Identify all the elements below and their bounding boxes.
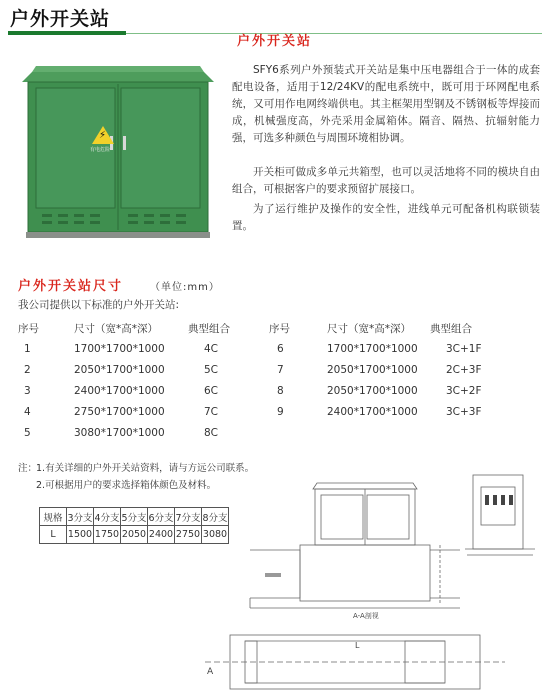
header-size-2: 尺寸（宽*高*深）: [327, 323, 411, 335]
label-l: L: [355, 641, 360, 650]
sizes-heading: 户外开关站尺寸: [18, 279, 124, 294]
table-row-combo: 5C: [204, 364, 219, 376]
dim-cell: L: [40, 526, 67, 544]
dim-cell: 1750: [94, 526, 121, 544]
table-row-size: 2750*1700*1000: [74, 406, 165, 418]
table-row-combo: 3C+1F: [446, 343, 482, 355]
intro-paragraph-3: 为了运行维护及操作的安全性，进线单元可配备机构联锁装置。: [232, 203, 540, 232]
dim-cell: 2750: [175, 526, 202, 544]
technical-drawing: [205, 455, 545, 695]
header-no-2: 序号: [269, 323, 290, 335]
table-row-no: 9: [277, 406, 284, 418]
table-row-no: 2: [24, 364, 31, 376]
section-label: A-A剖视: [353, 612, 379, 620]
dim-header: 5分支: [121, 508, 148, 526]
intro-paragraph-2: 开关柜可做成多单元共箱型，也可以灵活地将不同的模块自由组合，可根据客户的要求预留扩展接口。: [232, 166, 540, 195]
intro-paragraph-1: SFY6系列户外预装式开关站是集中压电器组合于一体的成套配电设备，适用于12/24KV的配电系统中，既可用于环网配电系统，又可用作电网终端供电。其主框架用型钢及不锈钢板等焊接而成，机械强度高，外壳采用金属箱体。隔音、隔热、抗辐射能力强，可选多种颜色与周围环境相协调。: [232, 64, 540, 144]
table-row-combo: 7C: [204, 406, 219, 418]
dim-cell: 3080: [202, 526, 229, 544]
table-row-no: 5: [24, 427, 31, 439]
dim-header: 6分支: [148, 508, 175, 526]
table-row-no: 8: [277, 385, 284, 397]
table-row-no: 1: [24, 343, 31, 355]
dim-cell: 2050: [121, 526, 148, 544]
dim-cell: 2400: [148, 526, 175, 544]
table-row-no: 6: [277, 343, 284, 355]
table-row-size: 2050*1700*1000: [327, 385, 418, 397]
page-title: 户外开关站: [10, 8, 111, 30]
table-row-size: 2050*1700*1000: [327, 364, 418, 376]
table-row-size: 2400*1700*1000: [74, 385, 165, 397]
table-row-no: 3: [24, 385, 31, 397]
side-label-a: A: [207, 667, 214, 677]
sizes-intro: 我公司提供以下标准的户外开关站:: [18, 299, 180, 311]
intro-heading: 户外开关站: [237, 34, 313, 49]
header-combo-2: 典型组合: [430, 323, 472, 335]
dim-header: 8分支: [202, 508, 229, 526]
header-size: 尺寸（宽*高*深）: [74, 323, 158, 335]
table-row-size: 2400*1700*1000: [327, 406, 418, 418]
table-row-size: 2050*1700*1000: [74, 364, 165, 376]
table-row-combo: 4C: [204, 343, 219, 355]
dim-header: 3分支: [67, 508, 94, 526]
note-item: 2.可根据用户的要求选择箱体颜色及材料。: [36, 480, 217, 491]
table-row-combo: 6C: [204, 385, 219, 397]
notes-prefix: 注：: [18, 463, 38, 474]
table-row-size: 1700*1700*1000: [74, 343, 165, 355]
header-combo: 典型组合: [188, 323, 230, 335]
title-rule: [8, 31, 126, 35]
sizes-table: [0, 318, 550, 448]
door-warning-label: 有电危险: [90, 147, 111, 153]
dim-header: 4分支: [94, 508, 121, 526]
dim-header: 7分支: [175, 508, 202, 526]
dim-header: 规格: [40, 508, 67, 526]
header-no: 序号: [18, 323, 39, 335]
table-row-combo: 3C+2F: [446, 385, 482, 397]
lightning-glyph: ⚡: [99, 130, 107, 141]
sizes-unit: （单位:mm）: [150, 282, 220, 293]
table-row-combo: 3C+3F: [446, 406, 482, 418]
dim-cell: 1500: [67, 526, 94, 544]
dimension-table: [39, 507, 229, 544]
title-rule-thin: [126, 33, 542, 34]
product-photo: [18, 58, 218, 243]
table-row-combo: 2C+3F: [446, 364, 482, 376]
table-row-no: 4: [24, 406, 31, 418]
table-row-no: 7: [277, 364, 284, 376]
table-row-size: 1700*1700*1000: [327, 343, 418, 355]
note-item: 1.有关详细的户外开关站资料，请与方远公司联系。: [36, 463, 255, 474]
table-row-size: 3080*1700*1000: [74, 427, 165, 439]
table-row-combo: 8C: [204, 427, 219, 439]
